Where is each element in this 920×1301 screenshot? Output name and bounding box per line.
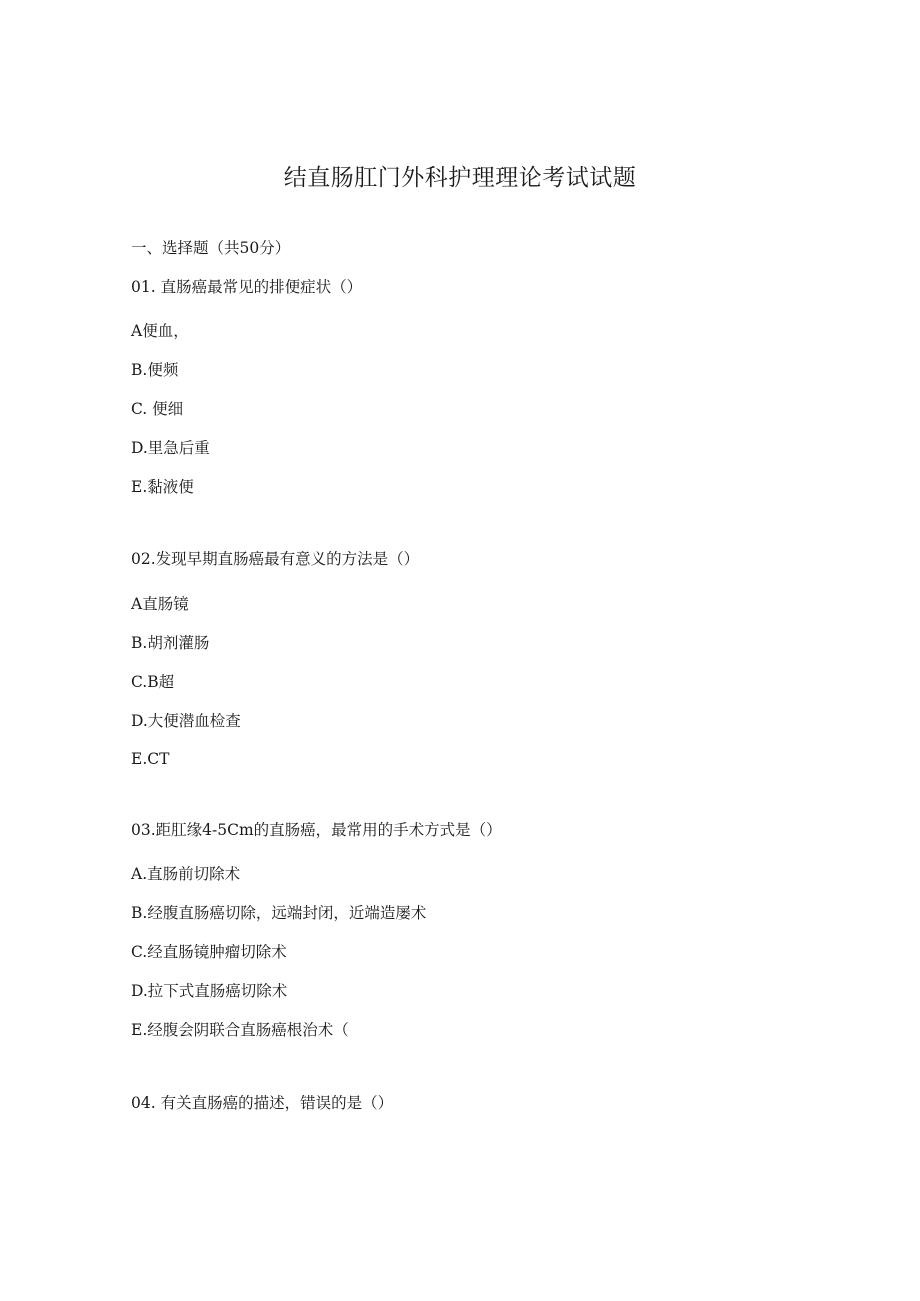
question-1-option-c: C. 便细	[131, 400, 184, 418]
question-3-stem: 03.距肛缘4-5Cm的直肠癌，最常用的手术方式是（）	[131, 821, 502, 839]
question-2-option-d: D.大便潜血检查	[131, 712, 241, 730]
question-3-option-e: E.经腹会阴联合直肠癌根治术（	[131, 1021, 349, 1039]
question-4-stem: 04. 有关直肠癌的描述，错误的是（）	[131, 1094, 394, 1112]
question-2-option-e: E.CT	[131, 750, 170, 768]
question-2-stem: 02.发现早期直肠癌最有意义的方法是（）	[131, 550, 420, 568]
question-3-option-c: C.经直肠镜肿瘤切除术	[131, 943, 287, 961]
question-1-option-d: D.里急后重	[131, 439, 210, 457]
question-1-option-b: B.便频	[131, 361, 179, 379]
question-3-option-b: B.经腹直肠癌切除，远端封闭，近端造屡术	[131, 904, 427, 922]
question-1-option-e: E.黏液便	[131, 478, 194, 496]
question-3-option-d: D.拉下式直肠癌切除术	[131, 982, 288, 1000]
question-2-option-a: A直肠镜	[131, 595, 189, 613]
question-1-stem: 01. 直肠癌最常见的排便症状（）	[131, 278, 363, 296]
document-title: 结直肠肛门外科护理理论考试试题	[283, 165, 637, 191]
question-3-option-a: A.直肠前切除术	[131, 865, 241, 883]
question-2-option-c: C.B超	[131, 673, 175, 691]
question-2-option-b: B.胡剂灌肠	[131, 634, 210, 652]
question-1-option-a: A便血，	[131, 322, 189, 340]
section-heading: 一、选择题（共50分）	[131, 239, 291, 257]
